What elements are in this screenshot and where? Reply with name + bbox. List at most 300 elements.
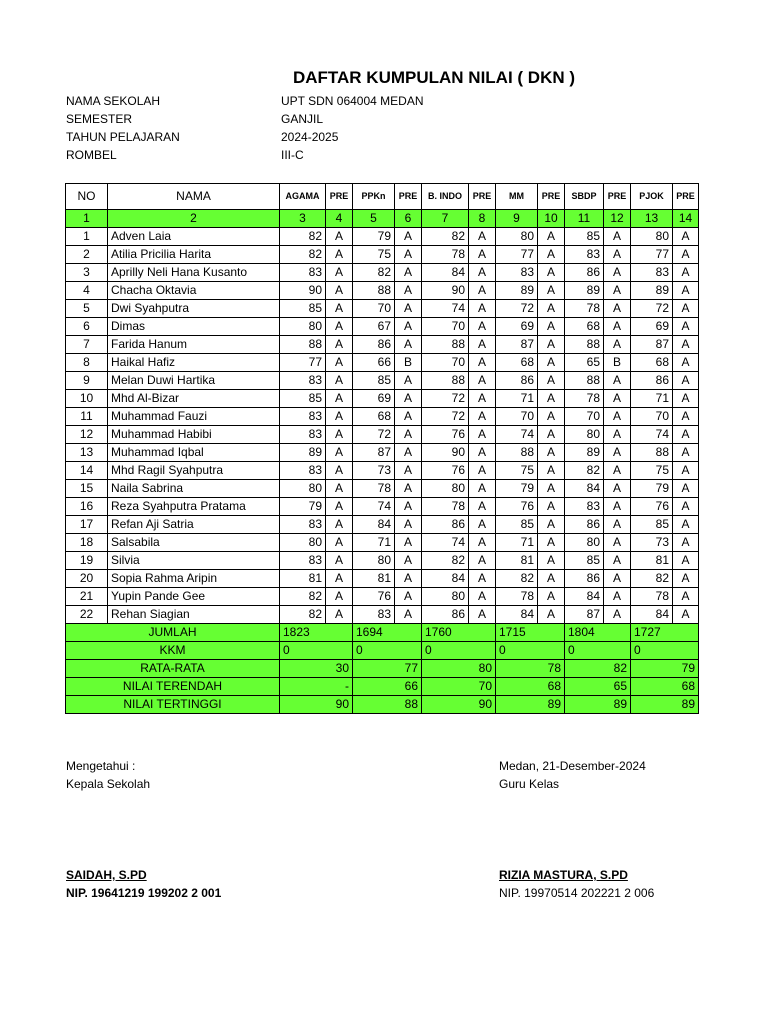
column-header: SBDP: [565, 184, 604, 210]
grade-score: 89: [631, 282, 673, 300]
grade-score: 80: [422, 588, 469, 606]
grade-score: 90: [422, 282, 469, 300]
column-header: PRE: [604, 184, 631, 210]
grade-predicate: A: [469, 444, 496, 462]
summary-value: 77: [353, 660, 422, 678]
grade-score: 84: [496, 606, 538, 624]
column-number: 1: [66, 210, 108, 228]
grade-score: 88: [565, 336, 604, 354]
student-name: Chacha Oktavia: [108, 282, 280, 300]
grade-predicate: A: [673, 282, 699, 300]
column-header: B. INDO: [422, 184, 469, 210]
row-number: 4: [66, 282, 108, 300]
row-number: 7: [66, 336, 108, 354]
grade-score: 74: [496, 426, 538, 444]
grade-predicate: A: [395, 408, 422, 426]
summary-value: 66: [353, 678, 422, 696]
grade-predicate: A: [538, 462, 565, 480]
info-label: ROMBEL: [66, 148, 117, 162]
grade-score: 82: [631, 570, 673, 588]
summary-value: 0: [280, 642, 353, 660]
grade-predicate: A: [673, 228, 699, 246]
grade-score: 80: [422, 480, 469, 498]
grade-predicate: A: [604, 318, 631, 336]
column-number: 8: [469, 210, 496, 228]
grade-predicate: A: [604, 480, 631, 498]
grade-predicate: A: [604, 300, 631, 318]
grade-predicate: A: [326, 426, 353, 444]
grade-score: 68: [565, 318, 604, 336]
grade-score: 89: [565, 282, 604, 300]
grade-score: 76: [353, 588, 395, 606]
grade-predicate: A: [326, 228, 353, 246]
grade-score: 83: [631, 264, 673, 282]
grade-predicate: A: [326, 390, 353, 408]
grade-predicate: A: [538, 282, 565, 300]
grade-score: 72: [422, 408, 469, 426]
grade-predicate: A: [395, 264, 422, 282]
grade-score: 88: [631, 444, 673, 462]
grade-predicate: A: [326, 498, 353, 516]
column-header: NO: [66, 184, 108, 210]
grade-predicate: A: [326, 462, 353, 480]
grade-score: 80: [280, 480, 326, 498]
grade-score: 87: [353, 444, 395, 462]
grade-score: 87: [631, 336, 673, 354]
summary-value: 1823: [280, 624, 353, 642]
table-row: [66, 498, 699, 516]
grade-score: 83: [280, 408, 326, 426]
grade-score: 70: [422, 318, 469, 336]
grade-predicate: A: [469, 426, 496, 444]
grade-score: 81: [280, 570, 326, 588]
column-number: 13: [631, 210, 673, 228]
grade-predicate: A: [604, 444, 631, 462]
column-header: PRE: [538, 184, 565, 210]
grade-score: 73: [353, 462, 395, 480]
student-name: Dwi Syahputra: [108, 300, 280, 318]
grade-predicate: A: [469, 390, 496, 408]
grade-score: 89: [565, 444, 604, 462]
grade-predicate: A: [673, 480, 699, 498]
column-number: 11: [565, 210, 604, 228]
grade-predicate: A: [673, 372, 699, 390]
grade-score: 80: [565, 426, 604, 444]
table-row: [66, 606, 699, 624]
grade-predicate: A: [395, 444, 422, 462]
grade-predicate: A: [604, 246, 631, 264]
grade-score: 85: [496, 516, 538, 534]
grade-predicate: A: [395, 570, 422, 588]
column-header: AGAMA: [280, 184, 326, 210]
student-name: Rehan Siagian: [108, 606, 280, 624]
summary-value: 89: [496, 696, 565, 714]
grade-score: 73: [631, 534, 673, 552]
table-row: [66, 246, 699, 264]
grade-score: 77: [280, 354, 326, 372]
summary-label: NILAI TERTINGGI: [66, 696, 280, 714]
grade-score: 86: [565, 516, 604, 534]
grade-predicate: A: [604, 552, 631, 570]
grade-predicate: A: [469, 588, 496, 606]
grade-score: 71: [496, 534, 538, 552]
grade-score: 77: [496, 246, 538, 264]
grade-score: 85: [280, 390, 326, 408]
grade-score: 71: [496, 390, 538, 408]
signature-left: [66, 757, 150, 793]
grade-score: 83: [280, 426, 326, 444]
grade-score: 86: [422, 606, 469, 624]
row-number: 20: [66, 570, 108, 588]
principal-nip: NIP. 19641219 199202 2 001: [66, 886, 222, 900]
info-label: SEMESTER: [66, 112, 133, 126]
grade-score: 79: [353, 228, 395, 246]
acknowledged-label: Mengetahui :: [66, 759, 136, 773]
grade-score: 78: [565, 300, 604, 318]
grade-score: 86: [496, 372, 538, 390]
grade-score: 87: [565, 606, 604, 624]
column-number: 9: [496, 210, 538, 228]
grade-predicate: A: [673, 300, 699, 318]
grade-predicate: A: [469, 282, 496, 300]
summary-value: 30: [280, 660, 353, 678]
grade-predicate: A: [395, 480, 422, 498]
grade-score: 72: [353, 426, 395, 444]
student-name: Atilia Pricilia Harita: [108, 246, 280, 264]
grade-predicate: A: [673, 552, 699, 570]
grade-score: 83: [280, 264, 326, 282]
summary-label: RATA-RATA: [66, 660, 280, 678]
column-number: 4: [326, 210, 353, 228]
row-number: 10: [66, 390, 108, 408]
grade-predicate: A: [395, 282, 422, 300]
column-header: PRE: [395, 184, 422, 210]
summary-value: -: [280, 678, 353, 696]
summary-value: 1715: [496, 624, 565, 642]
grade-score: 84: [565, 588, 604, 606]
table-row: [66, 588, 699, 606]
summary-value: 90: [280, 696, 353, 714]
grade-score: 68: [496, 354, 538, 372]
student-name: Muhammad Iqbal: [108, 444, 280, 462]
table-row: [66, 480, 699, 498]
summary-value: 68: [496, 678, 565, 696]
summary-value: 1804: [565, 624, 631, 642]
grade-predicate: A: [395, 588, 422, 606]
row-number: 12: [66, 426, 108, 444]
grade-score: 86: [565, 264, 604, 282]
grade-predicate: A: [673, 336, 699, 354]
grade-score: 80: [631, 228, 673, 246]
column-header: PPKn: [353, 184, 395, 210]
info-label: TAHUN PELAJARAN: [66, 130, 180, 144]
grade-score: 82: [280, 228, 326, 246]
grade-score: 70: [496, 408, 538, 426]
student-name: Mhd Ragil Syahputra: [108, 462, 280, 480]
grade-predicate: A: [673, 390, 699, 408]
grade-predicate: A: [326, 264, 353, 282]
grade-predicate: A: [604, 264, 631, 282]
grade-predicate: A: [469, 570, 496, 588]
student-name: Aprilly Neli Hana Kusanto: [108, 264, 280, 282]
principal-title: Kepala Sekolah: [66, 777, 151, 791]
student-name: Silvia: [108, 552, 280, 570]
summary-value: 0: [496, 642, 565, 660]
grade-predicate: A: [604, 588, 631, 606]
grade-predicate: A: [395, 300, 422, 318]
table-row: [66, 462, 699, 480]
grade-score: 89: [496, 282, 538, 300]
grade-score: 82: [496, 570, 538, 588]
row-number: 17: [66, 516, 108, 534]
table-row: [66, 426, 699, 444]
column-header: PRE: [326, 184, 353, 210]
student-name: Salsabila: [108, 534, 280, 552]
teacher-name: RIZIA MASTURA, S.PD: [499, 868, 628, 882]
grade-predicate: A: [395, 372, 422, 390]
grade-score: 75: [631, 462, 673, 480]
summary-value: 90: [422, 696, 496, 714]
grade-predicate: A: [395, 498, 422, 516]
grade-score: 70: [631, 408, 673, 426]
grade-predicate: A: [538, 318, 565, 336]
grade-score: 76: [422, 426, 469, 444]
student-name: Sopia Rahma Aripin: [108, 570, 280, 588]
grade-predicate: A: [469, 606, 496, 624]
grade-score: 67: [353, 318, 395, 336]
grade-predicate: A: [604, 426, 631, 444]
grade-predicate: A: [469, 552, 496, 570]
grade-score: 82: [422, 552, 469, 570]
grade-score: 68: [353, 408, 395, 426]
grade-predicate: A: [538, 552, 565, 570]
summary-label: KKM: [66, 642, 280, 660]
grade-predicate: A: [538, 426, 565, 444]
grade-predicate: A: [538, 570, 565, 588]
grade-score: 76: [631, 498, 673, 516]
grade-score: 83: [565, 246, 604, 264]
summary-value: 0: [631, 642, 699, 660]
grade-predicate: A: [604, 462, 631, 480]
summary-row: [66, 696, 699, 714]
grade-score: 83: [280, 462, 326, 480]
summary-label: NILAI TERENDAH: [66, 678, 280, 696]
grade-score: 85: [353, 372, 395, 390]
grade-predicate: A: [326, 354, 353, 372]
grade-score: 75: [496, 462, 538, 480]
grade-predicate: A: [395, 534, 422, 552]
table-row: [66, 534, 699, 552]
column-number: 2: [108, 210, 280, 228]
row-number: 6: [66, 318, 108, 336]
grade-score: 88: [496, 444, 538, 462]
summary-value: 1694: [353, 624, 422, 642]
grade-predicate: A: [326, 552, 353, 570]
grade-predicate: A: [538, 372, 565, 390]
grade-score: 84: [631, 606, 673, 624]
column-number: 14: [673, 210, 699, 228]
summary-value: 80: [422, 660, 496, 678]
grade-score: 69: [631, 318, 673, 336]
grade-predicate: A: [673, 444, 699, 462]
student-name: Mhd Al-Bizar: [108, 390, 280, 408]
grade-score: 83: [565, 498, 604, 516]
grade-score: 72: [422, 390, 469, 408]
grade-predicate: A: [395, 552, 422, 570]
grade-predicate: A: [538, 606, 565, 624]
grade-score: 78: [422, 498, 469, 516]
summary-value: 70: [422, 678, 496, 696]
summary-value: 82: [565, 660, 631, 678]
grade-score: 68: [631, 354, 673, 372]
grade-predicate: A: [469, 498, 496, 516]
student-name: Dimas: [108, 318, 280, 336]
grade-score: 86: [631, 372, 673, 390]
table-row: [66, 354, 699, 372]
grade-predicate: A: [538, 498, 565, 516]
table-header-row: [66, 184, 699, 210]
grade-predicate: A: [604, 606, 631, 624]
column-number: 5: [353, 210, 395, 228]
summary-value: 0: [565, 642, 631, 660]
grade-predicate: A: [604, 534, 631, 552]
grade-predicate: A: [326, 336, 353, 354]
summary-row: [66, 624, 699, 642]
grade-predicate: A: [673, 516, 699, 534]
grade-predicate: A: [673, 426, 699, 444]
row-number: 18: [66, 534, 108, 552]
grade-predicate: A: [469, 534, 496, 552]
column-header: NAMA: [108, 184, 280, 210]
student-name: Farida Hanum: [108, 336, 280, 354]
grade-predicate: A: [326, 300, 353, 318]
grade-score: 74: [353, 498, 395, 516]
table-row: [66, 408, 699, 426]
grade-score: 84: [353, 516, 395, 534]
info-row-rombel: [66, 146, 424, 164]
row-number: 14: [66, 462, 108, 480]
grade-predicate: A: [604, 516, 631, 534]
row-number: 15: [66, 480, 108, 498]
table-row: [66, 570, 699, 588]
grade-score: 85: [565, 552, 604, 570]
row-number: 1: [66, 228, 108, 246]
grade-score: 71: [353, 534, 395, 552]
grade-predicate: A: [538, 588, 565, 606]
grade-predicate: A: [469, 462, 496, 480]
grade-predicate: A: [326, 444, 353, 462]
grade-predicate: A: [604, 498, 631, 516]
grade-score: 70: [422, 354, 469, 372]
grade-predicate: A: [673, 588, 699, 606]
row-number: 21: [66, 588, 108, 606]
table-row: [66, 372, 699, 390]
grade-score: 90: [280, 282, 326, 300]
summary-row: [66, 642, 699, 660]
grade-predicate: A: [538, 480, 565, 498]
grade-predicate: A: [673, 534, 699, 552]
grade-predicate: A: [395, 246, 422, 264]
table-row: [66, 282, 699, 300]
summary-value: 78: [496, 660, 565, 678]
grade-score: 85: [631, 516, 673, 534]
grade-score: 79: [496, 480, 538, 498]
student-name: Naila Sabrina: [108, 480, 280, 498]
grade-score: 88: [353, 282, 395, 300]
grade-score: 90: [422, 444, 469, 462]
student-name: Yupin Pande Gee: [108, 588, 280, 606]
table-row: [66, 228, 699, 246]
student-name: Adven Laia: [108, 228, 280, 246]
grade-score: 78: [353, 480, 395, 498]
grade-predicate: A: [673, 462, 699, 480]
grade-score: 74: [422, 300, 469, 318]
grade-score: 75: [353, 246, 395, 264]
grade-predicate: A: [673, 354, 699, 372]
grade-predicate: A: [538, 228, 565, 246]
student-name: Melan Duwi Hartika: [108, 372, 280, 390]
table-row: [66, 552, 699, 570]
grade-predicate: A: [673, 264, 699, 282]
grade-score: 72: [631, 300, 673, 318]
grade-score: 82: [280, 246, 326, 264]
grade-score: 70: [353, 300, 395, 318]
grade-score: 69: [353, 390, 395, 408]
grade-score: 83: [280, 372, 326, 390]
grade-score: 69: [496, 318, 538, 336]
grade-predicate: A: [326, 516, 353, 534]
column-header: MM: [496, 184, 538, 210]
principal-name: SAIDAH, S.PD: [66, 868, 147, 882]
grade-score: 71: [631, 390, 673, 408]
summary-value: 79: [631, 660, 699, 678]
grade-score: 78: [631, 588, 673, 606]
teacher-title: Guru Kelas: [499, 777, 560, 791]
info-value: GANJIL: [281, 112, 324, 126]
grade-predicate: A: [326, 282, 353, 300]
info-row-year: [66, 128, 424, 146]
row-number: 2: [66, 246, 108, 264]
grade-predicate: A: [538, 336, 565, 354]
grade-predicate: A: [326, 570, 353, 588]
grade-score: 82: [422, 228, 469, 246]
grade-predicate: A: [538, 300, 565, 318]
table-row: [66, 390, 699, 408]
school-info: [66, 92, 424, 164]
grade-predicate: A: [326, 480, 353, 498]
place-date: Medan, 21-Desember-2024: [499, 759, 646, 773]
grade-predicate: A: [538, 264, 565, 282]
grade-score: 80: [565, 534, 604, 552]
table-row: [66, 336, 699, 354]
summary-value: 68: [631, 678, 699, 696]
grade-score: 85: [565, 228, 604, 246]
grades-table: [65, 183, 699, 714]
grade-score: 78: [565, 390, 604, 408]
grade-score: 86: [353, 336, 395, 354]
grade-predicate: A: [673, 408, 699, 426]
grade-predicate: A: [604, 282, 631, 300]
grade-score: 86: [422, 516, 469, 534]
grade-score: 80: [280, 534, 326, 552]
grade-predicate: A: [673, 318, 699, 336]
grade-score: 83: [496, 264, 538, 282]
grade-predicate: A: [604, 372, 631, 390]
grade-predicate: A: [604, 228, 631, 246]
grade-score: 79: [280, 498, 326, 516]
grade-predicate: A: [469, 408, 496, 426]
row-number: 8: [66, 354, 108, 372]
